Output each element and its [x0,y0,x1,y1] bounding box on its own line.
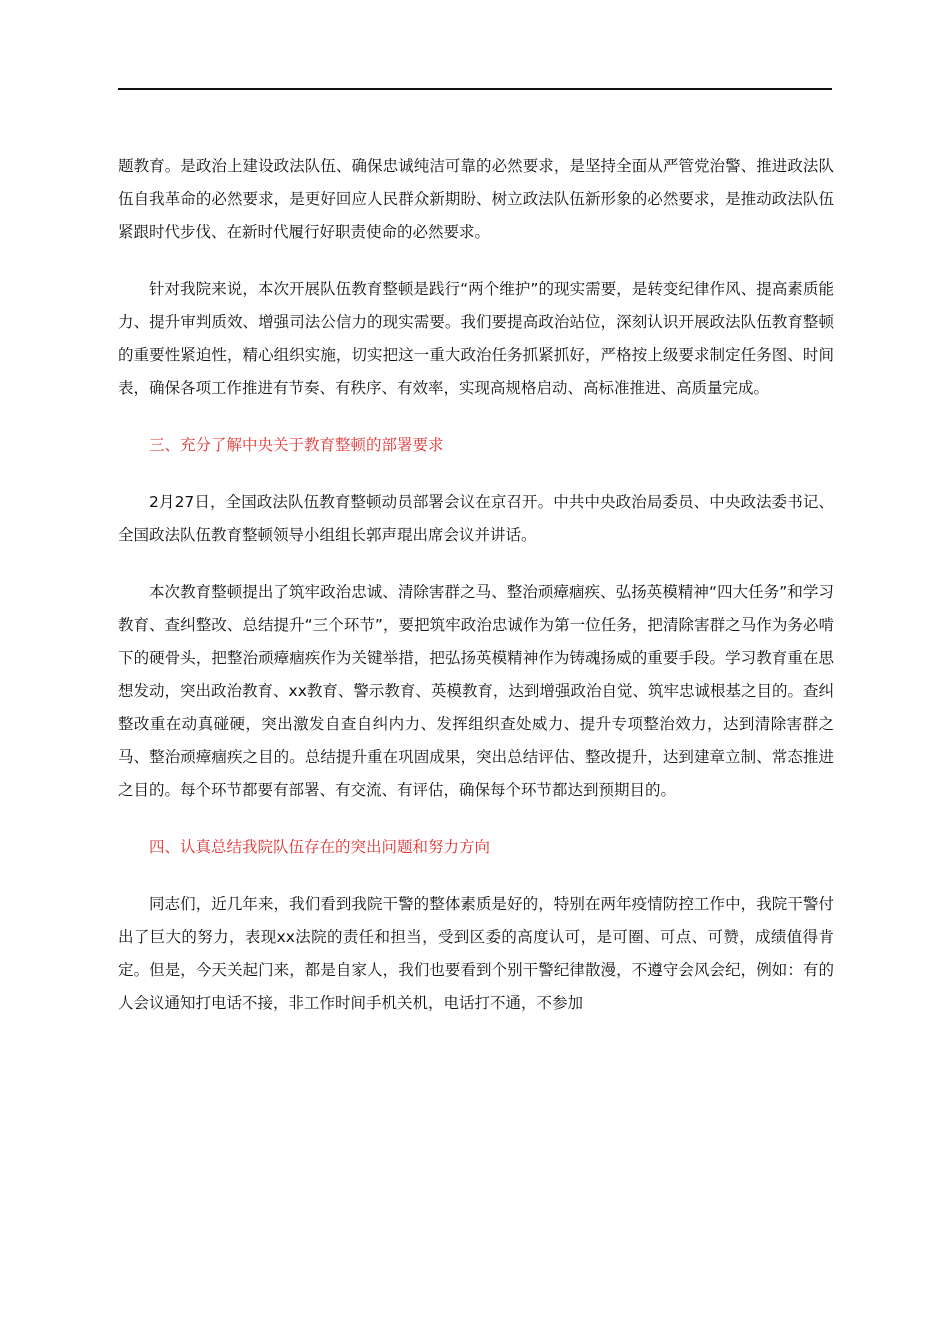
body-paragraph: 同志们，近几年来，我们看到我院干警的整体素质是好的，特别在两年疫情防控工作中，我院干警付出了巨大的努力，表现xx法院的责任和担当，受到区委的高度认可，是可圈、可点、可赞，成绩值得肯定。但是，今天关起门来，都是自家人，我们也要看到个别干警纪律散漫，不遵守会风会纪，例如：有的人会议通知打电话不接，非工作时间手机关机，电话打不通，不参加 [118,895,834,1012]
section-heading: 四、认真总结我院队伍存在的突出问题和努力方向 [149,838,491,856]
body-paragraph: 本次教育整顿提出了筑牢政治忠诚、清除害群之马、整治顽瘴痼疾、弘扬英模精神“四大任务”和学习教育、查纠整改、总结提升“三个环节”，要把筑牢政治忠诚作为第一位任务，把清除害群之马作为务必啃下的硬骨头，把整治顽瘴痼疾作为关键举措，把弘扬英模精神作为铸魂扬威的重要手段。学习教育重在思想发动，突出政治教育、xx教育、警示教育、英模教育，达到增强政治自觉、筑牢忠诚根基之目的。查纠整改重在动真碰硬，突出激发自查自纠内力、发挥组织查处威力、提升专项整治效力，达到清除害群之马、整治顽瘴痼疾之目的。总结提升重在巩固成果，突出总结评估、整改提升，达到建章立制、常态推进之目的。每个环节都要有部署、有交流、有评估，确保每个环节都达到预期目的。 [118,583,834,799]
body-paragraph: 题教育。是政治上建设政法队伍、确保忠诚纯洁可靠的必然要求，是坚持全面从严管党治警、推进政法队伍自我革命的必然要求，是更好回应人民群众新期盼、树立政法队伍新形象的必然要求，是推动政法队伍紧跟时代步伐、在新时代履行好职责使命的必然要求。 [118,157,834,241]
header-rule [118,88,832,90]
body-paragraph: 2月27日，全国政法队伍教育整顿动员部署会议在京召开。中共中央政治局委员、中央政法委书记、全国政法队伍教育整顿领导小组组长郭声琨出席会议并讲话。 [118,493,834,544]
section-heading: 三、充分了解中央关于教育整顿的部署要求 [149,436,444,454]
body-paragraph: 针对我院来说，本次开展队伍教育整顿是践行“两个维护”的现实需要，是转变纪律作风、提高素质能力、提升审判质效、增强司法公信力的现实需要。我们要提高政治站位，深刻认识开展政法队伍教育整顿的重要性紧迫性，精心组织实施，切实把这一重大政治任务抓紧抓好，严格按上级要求制定任务图、时间表，确保各项工作推进有节奏、有秩序、有效率，实现高规格启动、高标准推进、高质量完成。 [118,280,834,397]
document-body [118,150,834,1020]
